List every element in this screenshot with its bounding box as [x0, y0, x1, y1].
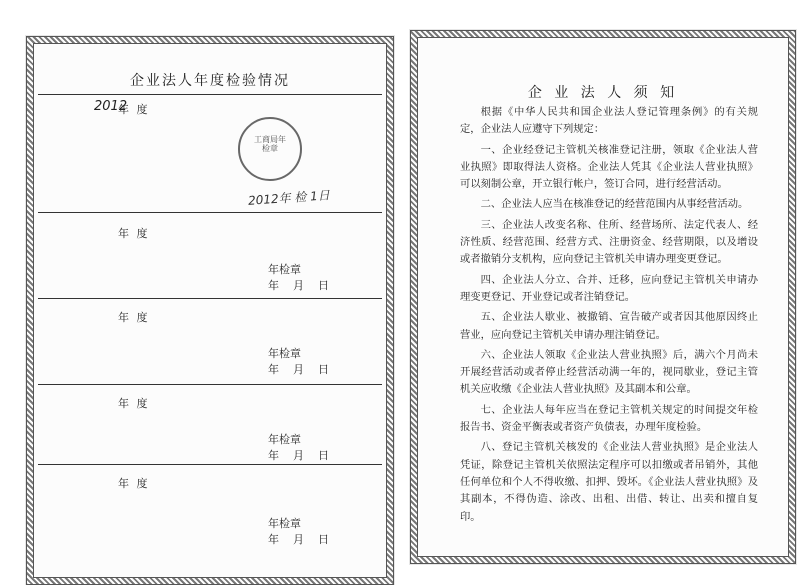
year-label: 年 度 — [118, 227, 150, 240]
year-label: 年 度 — [118, 311, 150, 324]
inspection-table — [38, 94, 382, 573]
notice-paragraph: 六、企业法人领取《企业法人营业执照》后，满六个月尚未开展经营活动或者停止经营活动满一年的，视同歇业，登记主管机关应收缴《企业法人营业执照》及其副本和公章。 — [460, 348, 758, 396]
right-page-title: 企 业 法 人 须 知 — [527, 85, 679, 101]
inspection-row — [38, 94, 382, 208]
inspection-row — [38, 464, 382, 561]
notice-paragraph: 三、企业法人改变名称、住所、经营场所、法定代表人、经济性质、经营范围、经营方式、注册资金、经营期限，以及增设或者撤销分支机构，应向登记主管机关申请办理变更登记。 — [460, 218, 758, 266]
notice-paragraph: 八、登记主管机关核发的《企业法人营业执照》是企业法人凭证，除登记主管机关依照法定程序可以扣缴或者吊销外，其他任何单位和个人不得收缴、扣押、毁坏。《企业法人营业执照》及其副本，不得伪造、涂改、出租、出借、转让、出卖和擅自复印。 — [460, 441, 758, 523]
inspection-row — [38, 298, 382, 385]
inspection-signature: 2012年 检 1日 — [247, 188, 331, 208]
check-stamp-label: 年检章 — [268, 517, 301, 530]
left-page-title: 企业法人年度检验情况 — [130, 73, 290, 89]
date-label: 年 月 日 — [268, 449, 329, 462]
notice-paragraph: 四、企业法人分立、合并、迁移，应向登记主管机关申请办理变更登记、开业登记或者注销登记。 — [460, 273, 758, 303]
notice-paragraph: 二、企业法人应当在核准登记的经营范围内从事经营活动。 — [480, 198, 749, 211]
notice-paragraph: 根据《中华人民共和国企业法人登记管理条例》的有关规定，企业法人应遵守下列规定： — [460, 106, 758, 136]
notice-paragraph: 七、企业法人每年应当在登记主管机关规定的时间提交年检报告书、资金平衡表或者资产负债表，办理年度检验。 — [460, 403, 758, 434]
date-label: 年 月 日 — [268, 279, 329, 292]
check-stamp-label: 年检章 — [268, 433, 301, 446]
handwritten-year: 2012 — [94, 99, 128, 114]
year-label: 年 度 — [118, 477, 150, 490]
year-label: 年 度 — [118, 103, 150, 116]
date-label: 年 月 日 — [268, 533, 329, 546]
annual-inspection-page — [26, 36, 394, 585]
inspection-row — [38, 212, 382, 299]
legal-notice-page — [410, 30, 796, 564]
date-label: 年 月 日 — [268, 363, 329, 376]
year-label: 年 度 — [118, 397, 150, 410]
notice-paragraph: 五、企业法人歇业、被撤销、宣告破产或者因其他原因终止营业，应向登记主管机关申请办理注销登记。 — [460, 311, 758, 341]
inspection-stamp-icon — [238, 117, 302, 181]
notice-body — [460, 104, 758, 529]
inspection-row — [38, 384, 382, 465]
notice-paragraph: 一、企业经登记主管机关核准登记注册，领取《企业法人营业执照》即取得法人资格。企业法人凭其《企业法人营业执照》可以刻制公章，开立银行帐户，签订合同，进行经营活动。 — [460, 143, 758, 191]
check-stamp-label: 年检章 — [268, 347, 301, 360]
check-stamp-label: 年检章 — [268, 263, 301, 276]
stamp-text: 工商局年检章 — [254, 135, 286, 153]
